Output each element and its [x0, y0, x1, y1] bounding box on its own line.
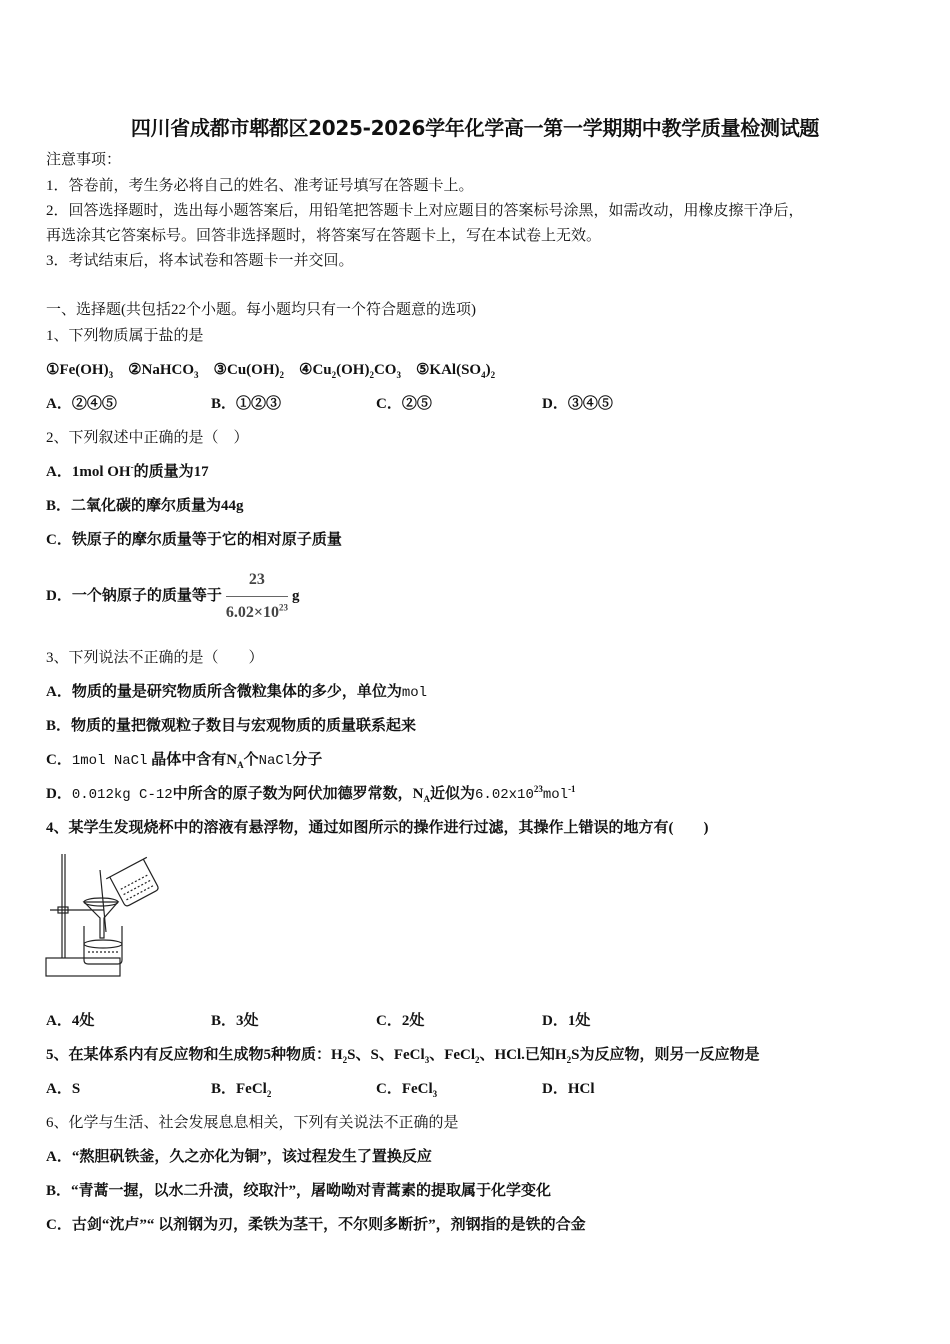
q5-option-b[interactable]: B．FeCl$_2$	[211, 1081, 272, 1099]
q6-option-a[interactable]: A．“熬胆矾铁釜，久之亦化为铜”，该过程发生了置换反应	[46, 1149, 432, 1165]
q1-substance-1: $①Fe(OH)_3$	[46, 362, 114, 380]
q3-option-d[interactable]: D．0.012kg C-12中所含的原子数为阿伏加德罗常数，$N_A$近似为$6.02x10^{23}mol^{-1}$	[46, 784, 576, 804]
q3-option-b[interactable]: B．物质的量把微观粒子数目与宏观物质的质量联系起来	[46, 718, 417, 734]
q1-substance-5: $⑤KAl(SO_4)_2$	[415, 362, 496, 380]
q4-option-c[interactable]: C．2处	[376, 1013, 425, 1029]
fraction-numerator: 23	[226, 566, 288, 597]
page-title: 四川省成都市郫都区2025-2026学年化学高一第一学期期中教学质量检测试题	[130, 116, 820, 140]
filtration-apparatus-figure	[44, 846, 166, 980]
q5-option-d[interactable]: D．HCl	[542, 1081, 595, 1097]
q1-option-c[interactable]: C．②⑤	[376, 396, 432, 412]
q4-option-a[interactable]: A．4处	[46, 1013, 95, 1029]
q2-option-d[interactable]: D．一个钠原子的质量等于 $\frac{23}{6.02\times 10^{23}}$ g	[46, 566, 299, 627]
funnel	[84, 902, 118, 938]
glass-rod	[100, 870, 106, 932]
notice-item: 再选涂其它答案标号。回答非选择题时，将答案写在答题卡上，写在本试卷上无效。	[46, 228, 602, 244]
q4-option-d[interactable]: D．1处	[542, 1013, 591, 1029]
q4-stem: 4、某学生发现烧杯中的溶液有悬浮物，通过如图所示的操作进行过滤，其操作上错误的地方有( )	[46, 820, 709, 836]
notice-item: 3．考试结束后，将本试卷和答题卡一并交回。	[46, 253, 354, 269]
fraction-denominator: $6.02\times 10^{23}$	[225, 602, 288, 621]
q1-option-d[interactable]: D．③④⑤	[542, 396, 613, 412]
notice-item: 2．回答选择题时，选出每小题答案后，用铅笔把答题卡上对应题目的答案标号涂黑，如需改动，用橡皮擦干净后，	[46, 203, 804, 219]
q1-option-a[interactable]: A．②④⑤	[46, 396, 117, 412]
q6-option-b[interactable]: B．“青蒿一握，以水二升渍，绞取汁”，屠呦呦对青蒿素的提取属于化学变化	[46, 1183, 552, 1199]
q2-option-c[interactable]: C．铁原子的摩尔质量等于它的相对原子质量	[46, 532, 342, 548]
q3-option-c[interactable]: C．1mol NaCl 晶体中含有$N_A$个NaCl分子	[46, 752, 323, 770]
q6-stem: 6、化学与生活、社会发展息息相关，下列有关说法不正确的是	[46, 1115, 459, 1131]
q1-substance-3: $③Cu(OH)_2$	[213, 362, 284, 380]
q1-substances	[46, 360, 495, 380]
stand-base	[46, 958, 120, 976]
q1-stem: 1、下列物质属于盐的是	[46, 328, 204, 344]
q3-option-a[interactable]: A．物质的量是研究物质所含微粒集体的多少，单位为mol	[46, 684, 428, 701]
section-heading: 一、选择题(共包括22个小题。每小题均只有一个符合题意的选项)	[46, 302, 476, 318]
fraction	[226, 566, 288, 627]
q1-option-b[interactable]: B．①②③	[211, 396, 282, 412]
q4-option-b[interactable]: B．3处	[211, 1013, 259, 1029]
q5-stem: 5、在某体系内有反应物和生成物5种物质：$H_2S$、S、FeCl$_3$、FeCl$_2$、HCl.已知$H_2S$为反应物，则另一反应物是	[46, 1047, 760, 1065]
q5-option-a[interactable]: A．S	[46, 1081, 81, 1097]
notice-heading: 注意事项：	[46, 152, 122, 168]
q3-stem: 3、下列说法不正确的是（ ）	[46, 650, 264, 666]
q5-option-c[interactable]: C．FeCl$_3$	[376, 1081, 438, 1099]
pouring-beaker	[106, 857, 163, 909]
q2-option-b[interactable]: B．二氧化碳的摩尔质量为44g	[46, 498, 244, 514]
notice-item: 1．答卷前，考生务必将自己的姓名、准考证号填写在答题卡上。	[46, 178, 474, 194]
q2-stem: 2、下列叙述中正确的是（ ）	[46, 430, 249, 446]
q6-option-c[interactable]: C．古剑“沈卢”“ 以剂钢为刃，柔铁为茎干，不尔则多断折”，剂钢指的是铁的合金	[46, 1217, 586, 1233]
q2-option-a[interactable]: A．1mol OH-的质量为17	[46, 462, 209, 480]
q1-substance-4: $④Cu_2(OH)_2CO_3$	[299, 362, 401, 380]
q1-substance-2: ②NaHCO$_3$	[128, 362, 199, 380]
